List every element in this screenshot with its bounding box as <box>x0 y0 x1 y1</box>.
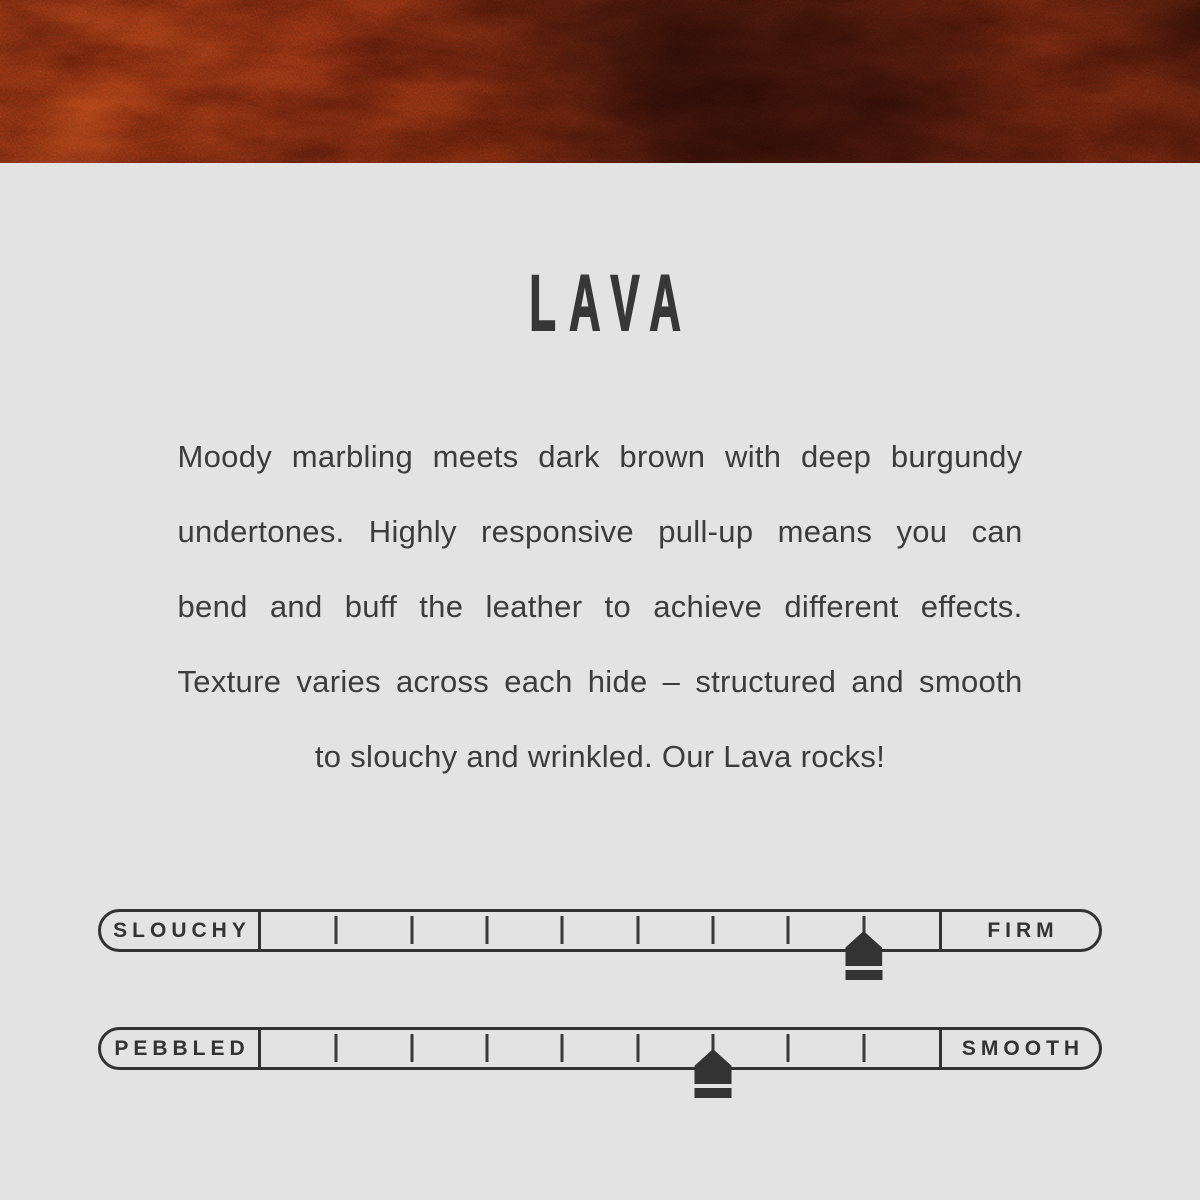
scale-tick <box>862 1034 865 1062</box>
texture-scale <box>98 1027 1102 1070</box>
scale-tick <box>486 1034 489 1062</box>
scale-tick <box>712 916 715 944</box>
description-paragraph <box>178 419 1023 794</box>
marker-foot <box>845 970 882 980</box>
texture-scale-left-label: PEBBLED <box>101 1030 261 1067</box>
page-title-text: LAVA <box>529 258 695 347</box>
firmness-scale-track <box>261 912 939 949</box>
scale-tick <box>636 916 639 944</box>
scale-tick <box>636 1034 639 1062</box>
marker-head <box>695 1049 732 1084</box>
description-line: undertones. Highly responsive pull-up means you can <box>177 514 1023 549</box>
page-title <box>0 258 1200 347</box>
scale-tick <box>410 916 413 944</box>
scale-tick <box>561 1034 564 1062</box>
leather-grain-texture <box>0 0 1200 163</box>
firmness-scale-left-label: SLOUCHY <box>101 912 261 949</box>
texture-marker-icon <box>695 1049 732 1098</box>
texture-scale-right-label: SMOOTH <box>939 1030 1099 1067</box>
scale-tick <box>335 1034 338 1062</box>
firmness-scale-right-label: FIRM <box>939 912 1099 949</box>
firmness-scale <box>98 909 1102 952</box>
description-line: to slouchy and wrinkled. Our Lava rocks! <box>314 739 886 774</box>
leather-swatch-image <box>0 0 1200 163</box>
marker-foot <box>695 1088 732 1098</box>
firmness-marker-icon <box>845 931 882 980</box>
description-line: Moody marbling meets dark brown with deep burgundy <box>177 439 1023 474</box>
scale-tick <box>787 916 790 944</box>
scale-tick <box>335 916 338 944</box>
scale-tick <box>410 1034 413 1062</box>
scale-tick <box>486 916 489 944</box>
scale-tick <box>561 916 564 944</box>
scale-tick <box>787 1034 790 1062</box>
description-line: bend and buff the leather to achieve different effects. <box>177 589 1023 624</box>
description-line: Texture varies across each hide – structured and smooth <box>177 664 1023 699</box>
texture-scale-track <box>261 1030 939 1067</box>
marker-head <box>845 931 882 966</box>
